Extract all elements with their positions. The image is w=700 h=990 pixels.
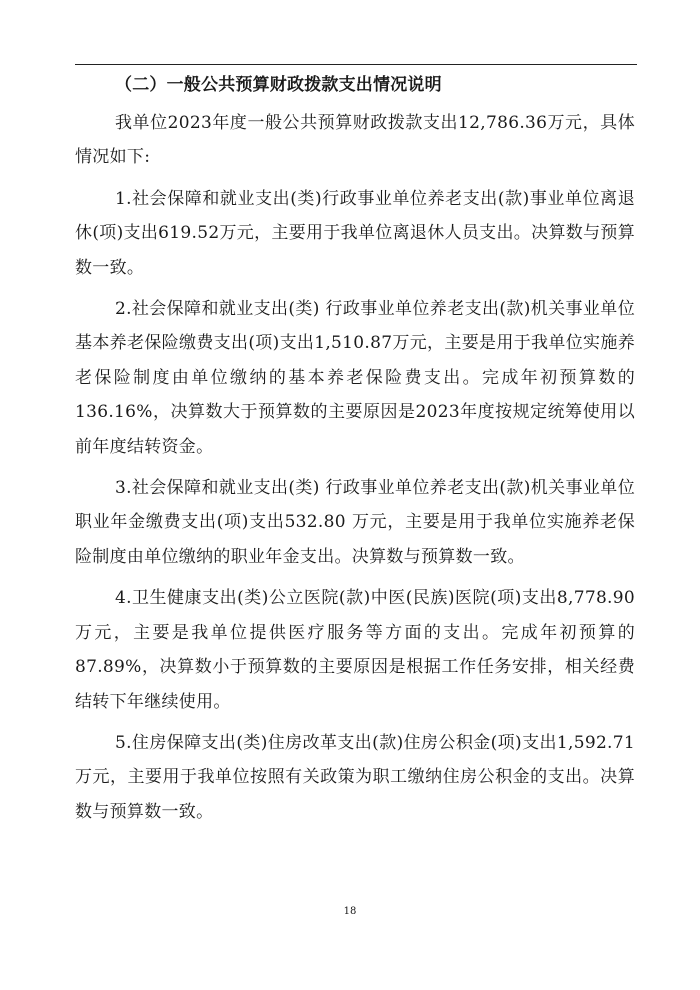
page-number: 18 — [343, 906, 357, 917]
header-rule — [75, 64, 637, 65]
paragraph-item-5: 5.住房保障支出(类)住房改革支出(款)住房公积金(项)支出1,592.71万元，主要用于我单位按照有关政策为职工缴纳住房公积金的支出。决算数与预算数一致。 — [75, 732, 635, 822]
paragraph-item-2: 2.社会保障和就业支出(类) 行政事业单位养老支出(款)机关事业单位基本养老保险缴费支出(项)支出1,510.87万元，主要是用于我单位实施养老保险制度由单位缴纳的基本养老保险费支出。完成年初预算数的136.16%，决算数大于预算数的主要原因是2023年度按规定统筹使用以前年度结转资金。 — [75, 299, 635, 457]
body-text — [75, 106, 635, 836]
section-heading: （二）一般公共预算财政拨款支出情况说明 — [115, 75, 442, 95]
paragraph-item-1: 1.社会保障和就业支出(类)行政事业单位养老支出(款)事业单位离退休(项)支出619.52万元，主要用于我单位离退休人员支出。决算数与预算数一致。 — [75, 188, 635, 278]
paragraph-item-4: 4.卫生健康支出(类)公立医院(款)中医(民族)医院(项)支出8,778.90万元，主要是我单位提供医疗服务等方面的支出。完成年初预算的87.89%，决算数小于预算数的主要原因是根据工作任务安排，相关经费结转下年继续使用。 — [75, 588, 635, 712]
paragraph-intro: 我单位2023年度一般公共预算财政拨款支出12,786.36万元，具体情况如下: — [75, 113, 635, 168]
paragraph-item-3: 3.社会保障和就业支出(类) 行政事业单位养老支出(款)机关事业单位职业年金缴费支出(项)支出532.80 万元，主要是用于我单位实施养老保险制度由单位缴纳的职业年金支出。决算数与预算数一致。 — [75, 478, 635, 567]
